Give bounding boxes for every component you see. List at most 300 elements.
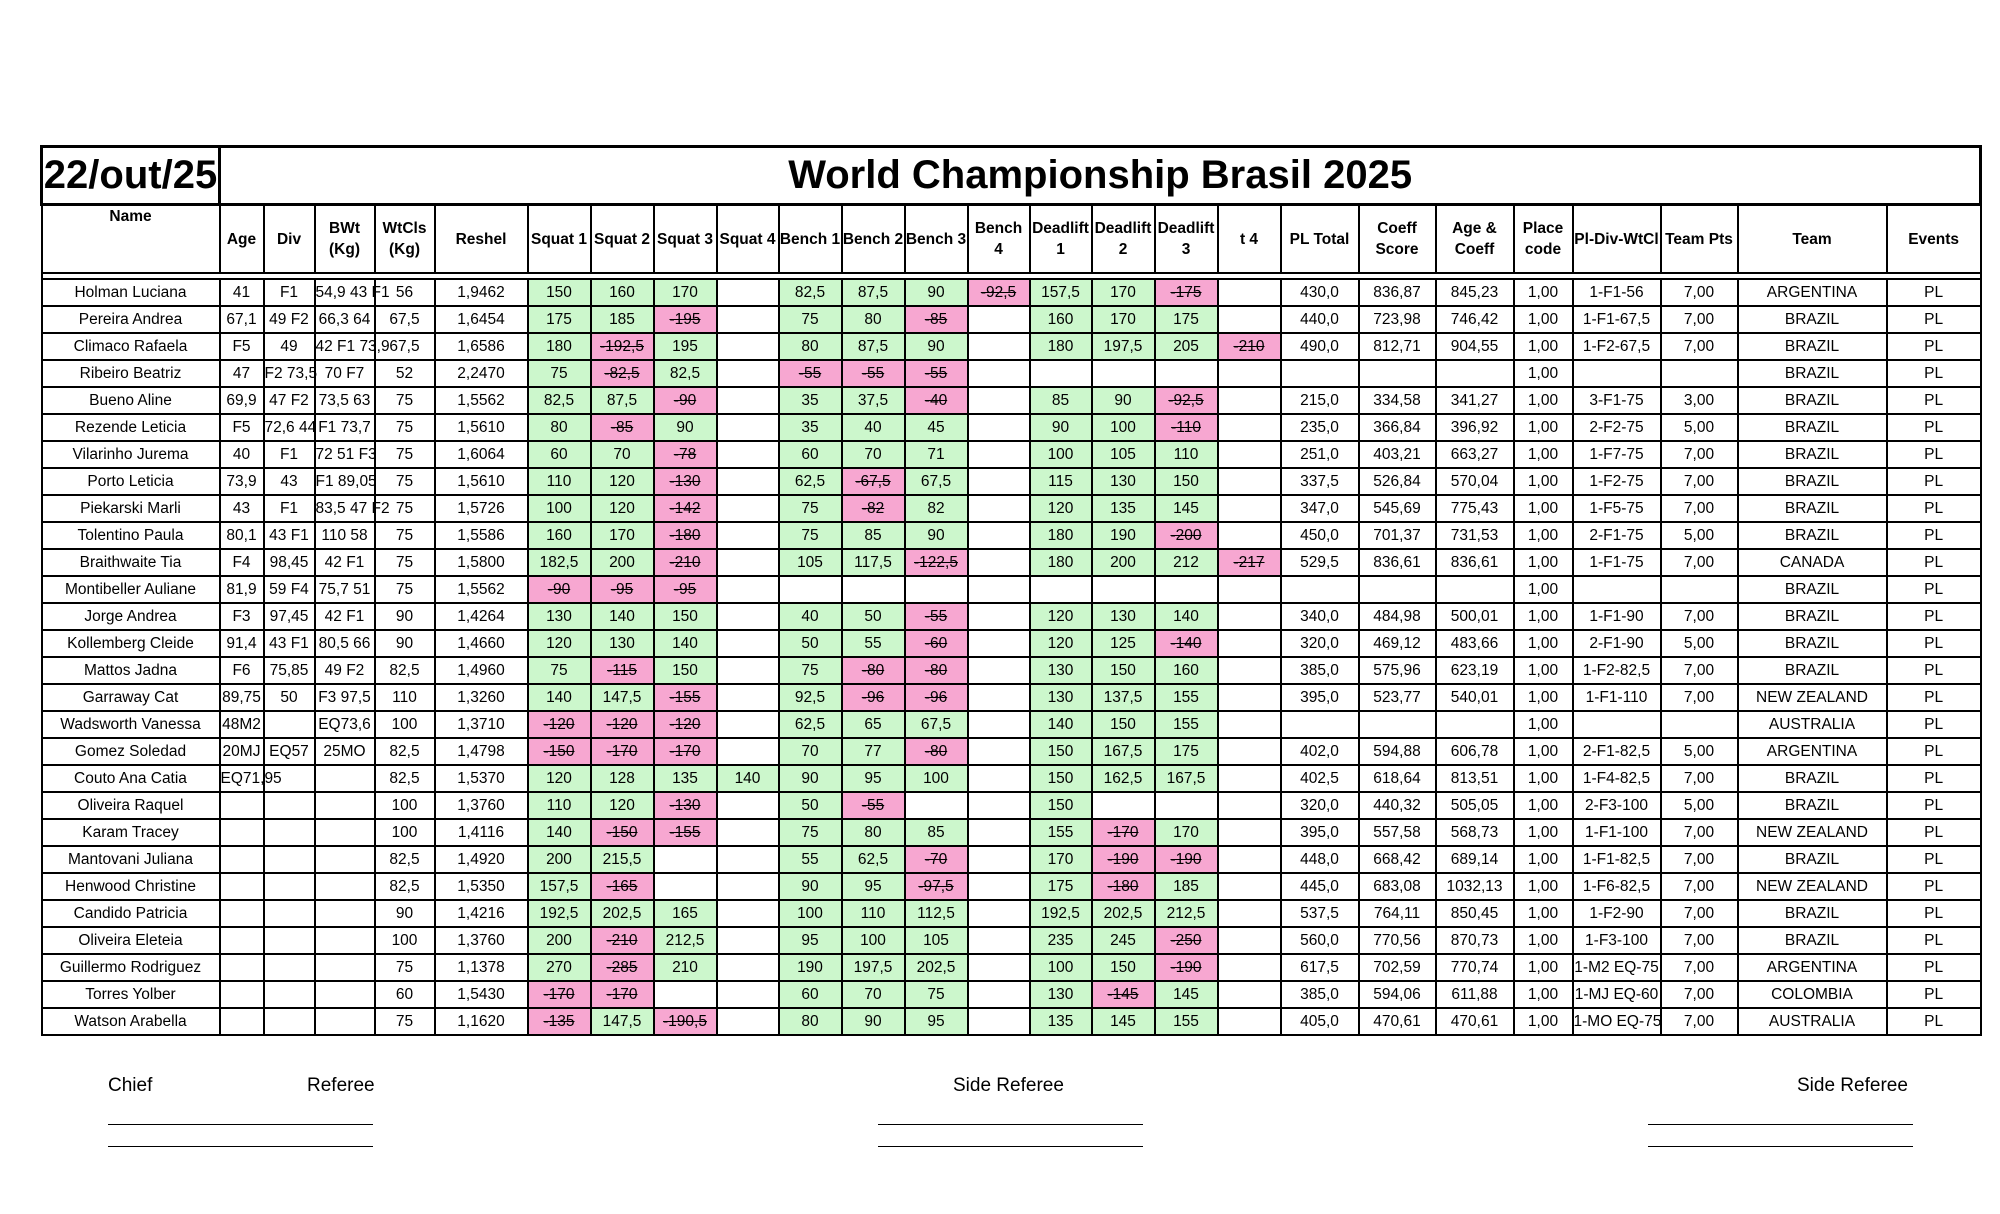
table-cell: EQ71,95 xyxy=(220,765,264,792)
table-cell xyxy=(220,954,264,981)
table-cell: -85 xyxy=(905,306,968,333)
table-cell: 337,5 xyxy=(1281,468,1359,495)
table-cell: 83,5 47 F2 xyxy=(315,495,375,522)
table-cell: 450,0 xyxy=(1281,522,1359,549)
table-cell: PL xyxy=(1887,414,1981,441)
table-cell xyxy=(717,576,779,603)
lifter-name: Climaco Rafaela xyxy=(42,333,220,360)
table-cell: 1,5586 xyxy=(435,522,528,549)
table-cell: -90 xyxy=(528,576,591,603)
table-row xyxy=(42,387,1981,414)
table-cell: 1-F2-82,5 xyxy=(1573,657,1661,684)
table-cell: 1032,13 xyxy=(1436,873,1514,900)
table-cell: 557,58 xyxy=(1359,819,1436,846)
table-cell xyxy=(1218,495,1281,522)
table-cell: 396,92 xyxy=(1436,414,1514,441)
table-cell: 89,75 xyxy=(220,684,264,711)
table-cell: PL xyxy=(1887,846,1981,873)
table-cell: 49 F2 xyxy=(315,657,375,684)
results-table xyxy=(40,145,1982,1036)
table-cell: 90 xyxy=(1092,387,1155,414)
table-cell xyxy=(968,441,1030,468)
table-cell: 90 xyxy=(375,900,435,927)
table-cell xyxy=(968,522,1030,549)
table-cell xyxy=(1218,954,1281,981)
table-cell: -97,5 xyxy=(905,873,968,900)
table-cell: 110 xyxy=(375,684,435,711)
table-cell: 1,5610 xyxy=(435,468,528,495)
table-cell: 190 xyxy=(779,954,842,981)
table-cell: 1-F7-75 xyxy=(1573,441,1661,468)
table-cell: 5,00 xyxy=(1661,792,1738,819)
table-cell: 170 xyxy=(591,522,654,549)
table-cell: 140 xyxy=(591,603,654,630)
side-referee-2-line-a xyxy=(1648,1124,1913,1125)
table-cell: 1,00 xyxy=(1514,603,1573,630)
table-cell: -55 xyxy=(779,360,842,387)
table-cell: -95 xyxy=(654,576,717,603)
table-cell: 67,5 xyxy=(375,306,435,333)
table-cell: -170 xyxy=(528,981,591,1008)
lifter-name: Garraway Cat xyxy=(42,684,220,711)
table-cell: -55 xyxy=(905,603,968,630)
table-cell: BRAZIL xyxy=(1738,792,1887,819)
table-cell: 110 xyxy=(842,900,905,927)
table-cell xyxy=(968,495,1030,522)
table-row xyxy=(42,792,1981,819)
table-cell: 75 xyxy=(779,495,842,522)
table-cell: 42 F1 xyxy=(315,603,375,630)
table-cell: 812,71 xyxy=(1359,333,1436,360)
table-cell: 100 xyxy=(1092,414,1155,441)
lifter-name: Torres Yolber xyxy=(42,981,220,1008)
table-cell xyxy=(968,657,1030,684)
table-cell: BRAZIL xyxy=(1738,495,1887,522)
column-header: Team xyxy=(1738,205,1887,274)
table-cell: 80,5 66 xyxy=(315,630,375,657)
lifter-name: Couto Ana Catia xyxy=(42,765,220,792)
table-cell: 157,5 xyxy=(528,873,591,900)
table-cell: 1-F2-90 xyxy=(1573,900,1661,927)
table-cell: 155 xyxy=(1030,819,1092,846)
table-cell: PL xyxy=(1887,657,1981,684)
table-cell: 200 xyxy=(591,549,654,576)
table-cell: 402,0 xyxy=(1281,738,1359,765)
table-cell xyxy=(264,981,315,1008)
table-cell: PL xyxy=(1887,522,1981,549)
table-cell: 1,00 xyxy=(1514,873,1573,900)
table-cell xyxy=(1155,576,1218,603)
table-cell: 205 xyxy=(1155,333,1218,360)
lifter-name: Karam Tracey xyxy=(42,819,220,846)
table-cell: 483,66 xyxy=(1436,630,1514,657)
table-cell: 1,4660 xyxy=(435,630,528,657)
table-cell: 100 xyxy=(1030,441,1092,468)
table-cell: 150 xyxy=(1092,657,1155,684)
table-cell: 150 xyxy=(1155,468,1218,495)
table-cell: PL xyxy=(1887,711,1981,738)
table-cell: 617,5 xyxy=(1281,954,1359,981)
table-cell: 1,5726 xyxy=(435,495,528,522)
table-cell: -170 xyxy=(591,738,654,765)
table-cell xyxy=(220,819,264,846)
table-cell: BRAZIL xyxy=(1738,387,1887,414)
table-cell: 215,0 xyxy=(1281,387,1359,414)
table-cell: 320,0 xyxy=(1281,792,1359,819)
table-cell xyxy=(1218,765,1281,792)
table-cell: -210 xyxy=(1218,333,1281,360)
table-cell: 95 xyxy=(905,1008,968,1035)
table-cell xyxy=(1359,711,1436,738)
table-cell: AUSTRALIA xyxy=(1738,1008,1887,1035)
column-header: Bench 3 xyxy=(905,205,968,274)
table-cell: -142 xyxy=(654,495,717,522)
table-cell: PL xyxy=(1887,738,1981,765)
table-cell: PL xyxy=(1887,792,1981,819)
table-cell: 845,23 xyxy=(1436,279,1514,306)
table-cell: 41 xyxy=(220,279,264,306)
table-cell: 723,98 xyxy=(1359,306,1436,333)
table-cell xyxy=(717,360,779,387)
table-cell: 100 xyxy=(375,819,435,846)
table-cell: 526,84 xyxy=(1359,468,1436,495)
table-cell xyxy=(220,1008,264,1035)
table-cell xyxy=(315,765,375,792)
table-cell: 395,0 xyxy=(1281,819,1359,846)
table-cell: 469,12 xyxy=(1359,630,1436,657)
table-cell: 7,00 xyxy=(1661,765,1738,792)
table-cell: 701,37 xyxy=(1359,522,1436,549)
results-sheet xyxy=(40,145,1970,1036)
table-cell xyxy=(717,927,779,954)
table-cell: 75 xyxy=(375,495,435,522)
table-cell: 405,0 xyxy=(1281,1008,1359,1035)
table-row xyxy=(42,846,1981,873)
table-cell: 170 xyxy=(1155,819,1218,846)
table-cell: 545,69 xyxy=(1359,495,1436,522)
table-cell xyxy=(717,495,779,522)
table-cell: 1,00 xyxy=(1514,711,1573,738)
table-cell xyxy=(968,333,1030,360)
table-cell: 1-F3-100 xyxy=(1573,927,1661,954)
table-cell: PL xyxy=(1887,1008,1981,1035)
table-cell xyxy=(1155,360,1218,387)
table-cell: 1,00 xyxy=(1514,1008,1573,1035)
table-cell xyxy=(315,846,375,873)
table-cell: F1 73,7 xyxy=(315,414,375,441)
table-cell: 1,00 xyxy=(1514,414,1573,441)
lifter-name: Ribeiro Beatriz xyxy=(42,360,220,387)
table-cell xyxy=(1218,684,1281,711)
side-referee-2-line-b xyxy=(1648,1146,1913,1147)
table-cell: 75,85 xyxy=(264,657,315,684)
table-cell: 1,4116 xyxy=(435,819,528,846)
table-cell xyxy=(968,711,1030,738)
table-cell: 67,5 xyxy=(905,468,968,495)
table-cell: BRAZIL xyxy=(1738,414,1887,441)
table-cell xyxy=(1573,576,1661,603)
table-cell xyxy=(1661,711,1738,738)
table-cell: 180 xyxy=(1030,549,1092,576)
table-cell xyxy=(717,603,779,630)
table-cell xyxy=(264,819,315,846)
table-cell: 82,5 xyxy=(528,387,591,414)
table-cell: 1,00 xyxy=(1514,981,1573,1008)
referee-label: Referee xyxy=(307,1075,375,1096)
table-cell: 43 F1 xyxy=(264,630,315,657)
table-cell: 75 xyxy=(905,981,968,1008)
table-cell: F4 xyxy=(220,549,264,576)
table-cell: 770,56 xyxy=(1359,927,1436,954)
table-cell: -150 xyxy=(528,738,591,765)
table-cell xyxy=(1218,927,1281,954)
table-cell: 270 xyxy=(528,954,591,981)
table-row xyxy=(42,873,1981,900)
column-header: Deadlift 2 xyxy=(1092,205,1155,274)
table-cell: 2-F3-100 xyxy=(1573,792,1661,819)
table-cell: 52 xyxy=(375,360,435,387)
table-cell: 7,00 xyxy=(1661,657,1738,684)
table-cell: 1-MO EQ-75 xyxy=(1573,1008,1661,1035)
table-cell: 42 F1 73,9 xyxy=(315,333,375,360)
lifter-name: Kollemberg Cleide xyxy=(42,630,220,657)
table-cell xyxy=(968,549,1030,576)
column-header: Age xyxy=(220,205,264,274)
table-cell: -115 xyxy=(591,657,654,684)
table-cell xyxy=(220,927,264,954)
table-cell xyxy=(1218,630,1281,657)
table-cell: 90 xyxy=(905,333,968,360)
table-cell: 1,1620 xyxy=(435,1008,528,1035)
table-row xyxy=(42,441,1981,468)
table-cell: 80 xyxy=(842,306,905,333)
table-cell: 1,00 xyxy=(1514,900,1573,927)
table-cell xyxy=(717,1008,779,1035)
table-cell: 689,14 xyxy=(1436,846,1514,873)
table-cell: 75 xyxy=(528,360,591,387)
table-cell: -60 xyxy=(905,630,968,657)
table-cell: 1-F2-75 xyxy=(1573,468,1661,495)
lifter-name: Bueno Aline xyxy=(42,387,220,414)
table-cell: -120 xyxy=(591,711,654,738)
table-cell: 175 xyxy=(1155,306,1218,333)
table-cell: ARGENTINA xyxy=(1738,738,1887,765)
table-cell: 40 xyxy=(220,441,264,468)
table-cell: 67,5 xyxy=(905,711,968,738)
lifter-name: Oliveira Raquel xyxy=(42,792,220,819)
table-cell: 45 xyxy=(905,414,968,441)
table-cell: 7,00 xyxy=(1661,819,1738,846)
column-header: Squat 3 xyxy=(654,205,717,274)
table-cell xyxy=(264,846,315,873)
table-cell xyxy=(220,900,264,927)
table-cell xyxy=(1218,819,1281,846)
table-cell: 1-F1-110 xyxy=(1573,684,1661,711)
column-header: Place code xyxy=(1514,205,1573,274)
table-cell: 90 xyxy=(905,522,968,549)
table-cell: 170 xyxy=(1030,846,1092,873)
table-cell: 1,5430 xyxy=(435,981,528,1008)
table-cell: 448,0 xyxy=(1281,846,1359,873)
table-cell: 55 xyxy=(842,630,905,657)
table-cell: BRAZIL xyxy=(1738,846,1887,873)
table-cell: 65 xyxy=(842,711,905,738)
lifter-name: Wadsworth Vanessa xyxy=(42,711,220,738)
table-cell: 130 xyxy=(591,630,654,657)
table-row xyxy=(42,414,1981,441)
table-cell: 5,00 xyxy=(1661,738,1738,765)
table-cell xyxy=(968,927,1030,954)
table-cell xyxy=(264,792,315,819)
chief-label: Chief xyxy=(108,1075,153,1096)
table-cell: 75 xyxy=(375,576,435,603)
table-cell: 2-F1-82,5 xyxy=(1573,738,1661,765)
table-cell: 128 xyxy=(591,765,654,792)
table-cell xyxy=(717,279,779,306)
table-cell: 82,5 xyxy=(779,279,842,306)
table-cell: -285 xyxy=(591,954,654,981)
table-cell: 120 xyxy=(591,468,654,495)
table-cell: 235 xyxy=(1030,927,1092,954)
table-cell: 836,87 xyxy=(1359,279,1436,306)
table-cell xyxy=(264,954,315,981)
table-cell: PL xyxy=(1887,441,1981,468)
table-cell: 82,5 xyxy=(375,738,435,765)
table-cell xyxy=(968,900,1030,927)
table-cell: 341,27 xyxy=(1436,387,1514,414)
table-cell: 523,77 xyxy=(1359,684,1436,711)
lifter-name: Oliveira Eleteia xyxy=(42,927,220,954)
table-cell: PL xyxy=(1887,954,1981,981)
table-row xyxy=(42,765,1981,792)
table-cell: 1,00 xyxy=(1514,738,1573,765)
table-cell: 1,4960 xyxy=(435,657,528,684)
table-cell: 202,5 xyxy=(905,954,968,981)
table-cell: 245 xyxy=(1092,927,1155,954)
referee-signature-line xyxy=(108,1146,373,1147)
table-cell: -96 xyxy=(842,684,905,711)
table-cell: 72 51 F3 xyxy=(315,441,375,468)
table-cell: 611,88 xyxy=(1436,981,1514,1008)
table-cell xyxy=(1218,873,1281,900)
table-cell: 1,00 xyxy=(1514,360,1573,387)
table-cell xyxy=(1218,414,1281,441)
table-cell: 120 xyxy=(528,630,591,657)
table-cell: 170 xyxy=(654,279,717,306)
table-cell: 1,5370 xyxy=(435,765,528,792)
table-cell xyxy=(1436,360,1514,387)
table-cell: 180 xyxy=(1030,333,1092,360)
table-row xyxy=(42,360,1981,387)
table-cell: 140 xyxy=(1030,711,1092,738)
table-cell: 35 xyxy=(779,387,842,414)
table-cell: 60 xyxy=(528,441,591,468)
table-cell: 1-F1-100 xyxy=(1573,819,1661,846)
table-cell: 1-MJ EQ-60 xyxy=(1573,981,1661,1008)
table-cell: 192,5 xyxy=(1030,900,1092,927)
table-cell: 160 xyxy=(528,522,591,549)
table-cell: 105 xyxy=(905,927,968,954)
table-cell: 150 xyxy=(654,657,717,684)
table-cell: -67,5 xyxy=(842,468,905,495)
table-cell xyxy=(315,1008,375,1035)
table-cell: 190 xyxy=(1092,522,1155,549)
table-cell: 575,96 xyxy=(1359,657,1436,684)
table-cell xyxy=(968,576,1030,603)
table-cell: 195 xyxy=(654,333,717,360)
table-cell: 43 xyxy=(264,468,315,495)
table-cell: 62,5 xyxy=(779,468,842,495)
table-cell xyxy=(315,900,375,927)
table-cell: 145 xyxy=(1155,495,1218,522)
table-cell: 50 xyxy=(779,630,842,657)
table-cell: 1,00 xyxy=(1514,306,1573,333)
column-header: t 4 xyxy=(1218,205,1281,274)
table-cell: 85 xyxy=(1030,387,1092,414)
table-cell: 3,00 xyxy=(1661,387,1738,414)
table-cell: 117,5 xyxy=(842,549,905,576)
table-cell: PL xyxy=(1887,630,1981,657)
table-cell: 40 xyxy=(779,603,842,630)
table-cell: 100 xyxy=(528,495,591,522)
table-cell: 82 xyxy=(905,495,968,522)
column-header: Pl-Div-WtCl xyxy=(1573,205,1661,274)
table-cell xyxy=(905,576,968,603)
table-cell: F1 xyxy=(264,495,315,522)
table-cell xyxy=(717,792,779,819)
table-cell: 70 xyxy=(591,441,654,468)
table-cell: 135 xyxy=(654,765,717,792)
table-cell xyxy=(220,981,264,1008)
table-cell: 120 xyxy=(1030,495,1092,522)
table-cell: 50 xyxy=(264,684,315,711)
table-cell: 836,61 xyxy=(1359,549,1436,576)
table-cell: 167,5 xyxy=(1092,738,1155,765)
column-header: Deadlift 3 xyxy=(1155,205,1218,274)
table-row xyxy=(42,1008,1981,1035)
table-cell xyxy=(220,792,264,819)
table-cell: -55 xyxy=(842,360,905,387)
table-cell: 430,0 xyxy=(1281,279,1359,306)
table-cell: 1,00 xyxy=(1514,495,1573,522)
table-cell xyxy=(1218,900,1281,927)
table-cell: 75 xyxy=(779,819,842,846)
table-cell: 1,5562 xyxy=(435,387,528,414)
table-cell: 155 xyxy=(1155,711,1218,738)
table-row xyxy=(42,684,1981,711)
table-row xyxy=(42,900,1981,927)
table-cell: PL xyxy=(1887,576,1981,603)
table-cell: 1,4920 xyxy=(435,846,528,873)
table-cell: 175 xyxy=(528,306,591,333)
table-cell: 2-F2-75 xyxy=(1573,414,1661,441)
table-cell xyxy=(717,954,779,981)
table-cell: PL xyxy=(1887,306,1981,333)
table-cell: 2-F1-75 xyxy=(1573,522,1661,549)
table-cell xyxy=(264,900,315,927)
table-cell: 3-F1-75 xyxy=(1573,387,1661,414)
table-cell: 110 58 xyxy=(315,522,375,549)
table-cell xyxy=(717,522,779,549)
table-cell: 7,00 xyxy=(1661,927,1738,954)
table-cell: 813,51 xyxy=(1436,765,1514,792)
table-cell xyxy=(1218,279,1281,306)
table-cell xyxy=(1218,792,1281,819)
lifter-name: Guillermo Rodriguez xyxy=(42,954,220,981)
table-cell: 120 xyxy=(591,495,654,522)
table-cell: 54,9 43 F1 xyxy=(315,279,375,306)
table-cell: 69,9 xyxy=(220,387,264,414)
